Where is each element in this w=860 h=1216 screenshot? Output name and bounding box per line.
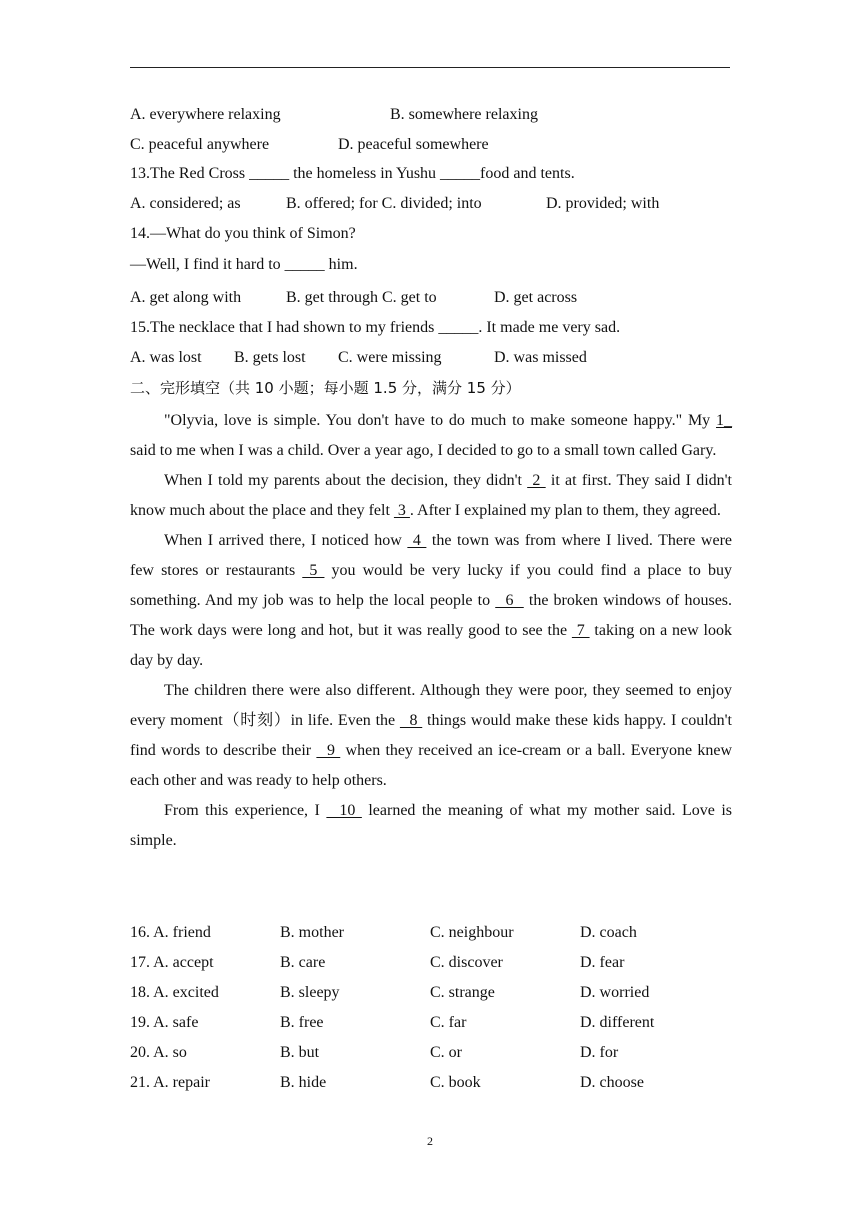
option-a: 18. A. excited — [130, 984, 219, 1001]
blank-10: 10 — [326, 802, 362, 819]
blank-4: 4 — [407, 532, 427, 549]
blank-8: 8 — [399, 712, 423, 729]
option-a: 17. A. accept — [130, 954, 214, 971]
blank-9: 9 — [316, 742, 341, 759]
option-c: C. or — [430, 1044, 462, 1061]
q14-option-bc: B. get through C. get to — [286, 289, 437, 306]
header-rule — [130, 67, 730, 68]
q15-option-d: D. was missed — [494, 349, 587, 366]
q13-option-a: A. considered; as — [130, 195, 241, 212]
section-heading: 二、完形填空（共 10 小题；每小题 1.5 分，满分 15 分） — [130, 379, 521, 397]
q13-stem: 13.The Red Cross _____ the homeless in Yushu _____food and tents. — [130, 165, 575, 182]
option-b: B. mother — [280, 924, 344, 941]
option-b: B. free — [280, 1014, 324, 1031]
option-a: 16. A. friend — [130, 924, 211, 941]
option-a: 21. A. repair — [130, 1074, 210, 1091]
passage-paragraph-3: When I arrived there, I noticed how 4 the town was from where I lived. There were few stores or restaurants 5 you would be very lucky if you could find a place to buy something. And my job was to help the local people to 6 the broken windows of houses. The work days were long and hot, but it was really good to see the 7 taking on a new look day by day. — [130, 532, 733, 669]
blank-1: 1_ — [716, 412, 732, 429]
option-c: C. far — [430, 1014, 467, 1031]
option-b: B. care — [280, 954, 326, 971]
q13-option-d: D. provided; with — [546, 195, 660, 212]
q12-option-a: A. everywhere relaxing — [130, 106, 281, 123]
option-b: B. but — [280, 1044, 320, 1061]
passage-paragraph-1: "Olyvia, love is simple. You don't have to do much to make someone happy." My 1_ said to me when I was a child. Over a year ago, I decided to go to a small town called Gary. — [130, 412, 732, 459]
option-c: C. neighbour — [430, 924, 514, 941]
option-b: B. hide — [280, 1074, 327, 1091]
passage-paragraph-4: The children there were also different. Although they were poor, they seemed to enjoy every moment（时刻）in life. Even the 8 things would make these kids happy. I couldn't find words to describe their 9 when they received an ice-cream or a ball. Everyone knew each other and was ready to help others. — [130, 682, 733, 789]
option-a: 19. A. safe — [130, 1014, 199, 1031]
blank-7: 7 — [571, 622, 590, 639]
option-d: D. choose — [580, 1074, 644, 1091]
blank-5: 5 — [302, 562, 325, 579]
option-d: D. fear — [580, 954, 625, 971]
cloze-passage — [130, 406, 732, 856]
q12-option-c: C. peaceful anywhere — [130, 136, 270, 153]
option-d: D. for — [580, 1044, 619, 1061]
q14-stem-line2: —Well, I find it hard to _____ him. — [130, 256, 358, 273]
option-a: 20. A. so — [130, 1044, 187, 1061]
q15-option-c: C. were missing — [338, 349, 442, 366]
q14-stem-line1: 14.—What do you think of Simon? — [130, 225, 356, 242]
option-c: C. discover — [430, 954, 503, 971]
blank-2: 2 — [527, 472, 546, 489]
passage-paragraph-5: From this experience, I 10 learned the meaning of what my mother said. Love is simple. — [130, 802, 733, 849]
q15-stem: 15.The necklace that I had shown to my friends _____. It made me very sad. — [130, 319, 621, 336]
q15-option-b: B. gets lost — [234, 349, 306, 366]
q14-option-a: A. get along with — [130, 289, 242, 306]
option-b: B. sleepy — [280, 984, 340, 1001]
q12-option-b: B. somewhere relaxing — [390, 106, 538, 123]
option-c: C. book — [430, 1074, 481, 1091]
blank-3: 3 — [393, 502, 410, 519]
option-d: D. different — [580, 1014, 655, 1031]
blank-6: 6 — [495, 592, 524, 609]
q13-option-bc: B. offered; for C. divided; into — [286, 195, 482, 212]
option-c: C. strange — [430, 984, 495, 1001]
passage-paragraph-2: When I told my parents about the decision, they didn't 2 it at first. They said I didn't know much about the place and they felt 3 . After I explained my plan to them, they agreed. — [130, 472, 733, 519]
option-d: D. worried — [580, 984, 650, 1001]
q12-option-d: D. peaceful somewhere — [338, 136, 489, 153]
q14-option-d: D. get across — [494, 289, 578, 306]
option-d: D. coach — [580, 924, 637, 941]
q15-option-a: A. was lost — [130, 349, 202, 366]
page-number: 2 — [427, 1134, 433, 1148]
